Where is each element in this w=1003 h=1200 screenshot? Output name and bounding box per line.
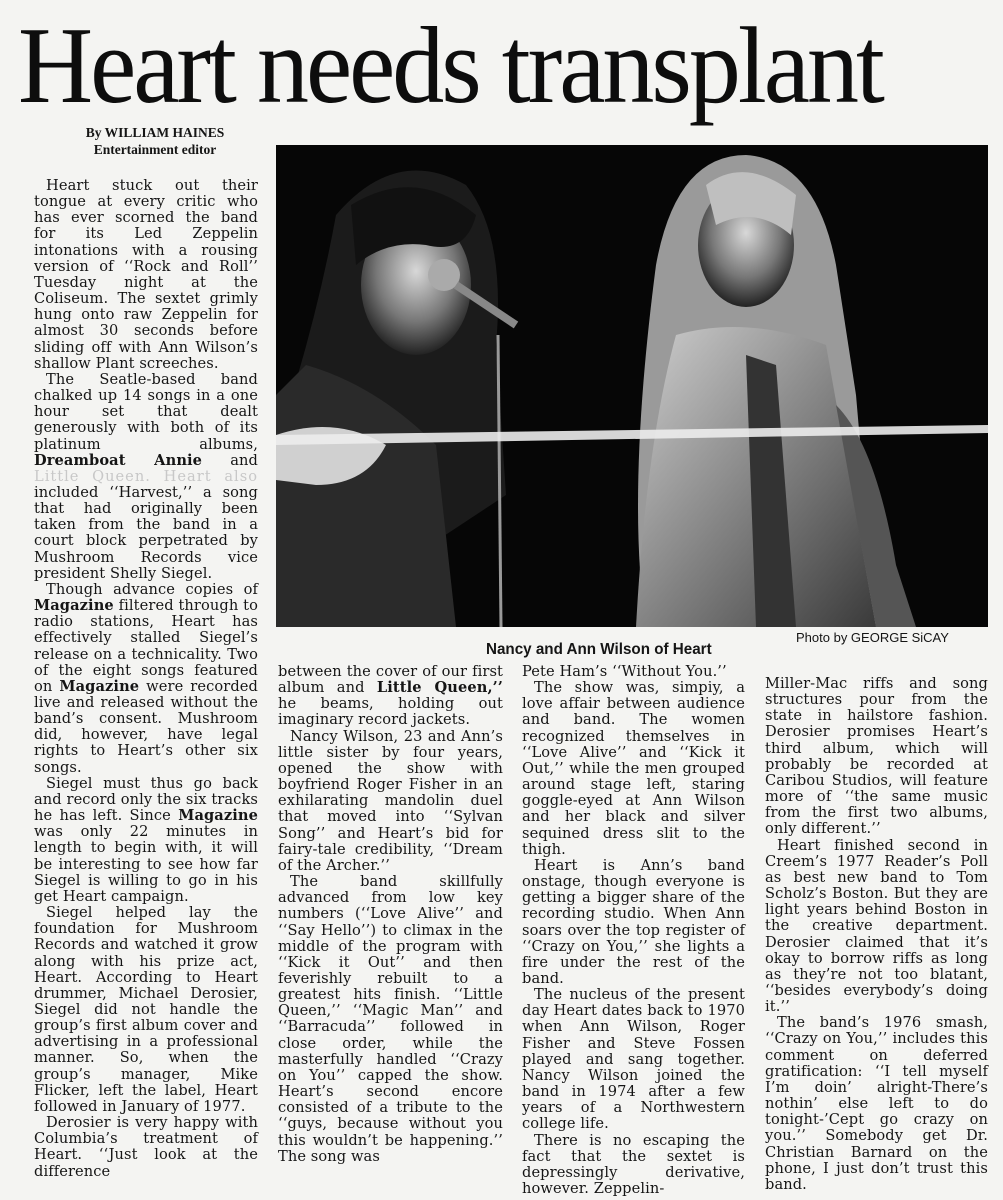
paragraph: Derosier is very happy with Columbia’s treatment of Heart. ‘‘Just look at the difference <box>34 1114 258 1180</box>
article-column-3 <box>522 664 745 1197</box>
album-title: Magazine <box>178 807 258 825</box>
photo-caption: Nancy and Ann Wilson of Heart <box>486 641 712 658</box>
photo-nancy-ann-wilson <box>276 145 988 627</box>
paragraph: The band skillfully advanced from low key numbers (‘‘Love Alive’’ and ‘‘Say Hello’’) to climax in the middle of the program with ‘‘Kick it Out’’ and then feverishly rebuilt to a greatest hits finish. ‘‘Little Queen,’’ ‘‘Magic Man’’ and ‘‘Barracuda’’ followed in close order, while the masterfully handled ‘‘Crazy on You’’ capped the show. Heart’s second encore consisted of a tribute to the ‘‘guys, because without you this wouldn’t be happening.’’ The song was <box>278 873 503 1165</box>
smudged-text: Little Queen. Heart also <box>34 467 258 485</box>
paragraph: There is no escaping the fact that the sextet is depressingly derivative, however. Zeppelin- <box>522 1131 745 1197</box>
byline <box>40 124 270 158</box>
paragraph: The nucleus of the present day Heart dates back to 1970 when Ann Wilson, Roger Fisher and Steve Fossen played and sang together. Nancy Wilson joined the band in 1974 after a few years of a Northwestern college life. <box>522 986 745 1133</box>
paragraph: Siegel must thus go back and record only the six tracks he has left. Since Magazine was only 22 minutes in length to begin with, it will be interesting to see how far Siegel is willing to go in his get Heart campaign. <box>34 774 258 905</box>
article-column-2 <box>278 664 503 1165</box>
paragraph: The show was, simpiy, a love affair between audience and band. The women recognized themselves in ‘‘Love Alive’’ and ‘‘Kick it Out,’’ while the men grouped around stage left, staring goggle-eyed at Ann Wilson and her black and silver sequined dress slit to the thigh. <box>522 679 745 858</box>
byline-author: By WILLIAM HAINES <box>85 125 225 140</box>
paragraph: Heart finished second in Creem’s 1977 Reader’s Poll as best new band to Tom Scholz’s Boston. But they are light years behind Boston in the creative department. Derosier claimed that it’s okay to borrow riffs as long as they’re not too blatant, ‘‘besides everybody’s doing it.’’ <box>765 836 988 1016</box>
paragraph: Nancy Wilson, 23 and Ann’s little sister by four years, opened the show with boyfriend Roger Fisher in an exhilarating mandolin duel that moved into ‘‘Sylvan Song’’ and Heart’s bid for fairy-tale credibility, ‘‘Dream of the Archer.’’ <box>278 727 503 874</box>
paragraph: The Seatle-based band chalked up 14 songs in a one hour set that dealt generously with both of its platinum albums, Dreamboat Annie and Little Queen. Heart also included ‘‘Harvest,’’ a song that had originally been taken from the band in a court block perpetrated by Mushroom Records vice president Shelly Siegel. <box>34 370 258 582</box>
paragraph: Miller-Mac riffs and song structures pour from the state in hailstore fashion. Derosier promises Heart’s third album, which will probably be recorded at Caribou Studios, will feature more of ‘‘the same music from the first two albums, only different.’’ <box>765 675 988 838</box>
album-title: Magazine <box>34 597 114 615</box>
paragraph: Though advance copies of Magazine filtered through to radio stations, Heart has effectively stalled Siegel’s release on a technicality. Two of the eight songs featured on Magazine were recorded live and released without the band’s consent. Mushroom did, however, have legal rights to Heart’s other six songs. <box>34 580 258 776</box>
concert-photo-image <box>276 145 988 627</box>
paragraph: Pete Ham’s ‘‘Without You.’’ <box>522 663 727 680</box>
article-column-4 <box>765 676 988 1193</box>
album-title: Magazine <box>59 677 140 695</box>
album-title: Little Queen,’’ <box>376 679 503 697</box>
paragraph: Siegel helped lay the foundation for Mushroom Records and watched it grow along with his prize act, Heart. According to Heart drummer, Michael Derosier, Siegel did not handle the group’s first album cover and advertising in a professional manner. So, when the group’s manager, Mike Flicker, left the label, Heart followed in January of 1977. <box>34 904 258 1115</box>
paragraph: The band’s 1976 smash, ‘‘Crazy on You,’’ includes this comment on deferred gratification: ‘‘I tell myself I’m doin’ alright-There’s nothin’ else left to do tonight-’Cept go crazy on you.’’ Somebody get Dr. Christian Barnard on the phone, I just don’t trust this band. <box>765 1014 988 1193</box>
photo-credit: Photo by GEORGE SiCAY <box>796 630 949 645</box>
headline: Heart needs transplant <box>18 5 882 126</box>
byline-title: Entertainment editor <box>93 142 217 157</box>
album-title: Dreamboat Annie <box>34 451 203 469</box>
paragraph: Heart is Ann’s band onstage, though everyone is getting a bigger share of the recording studio. When Ann soars over the top register of ‘‘Crazy on You,’’ she lights a fire under the rest of the band. <box>522 856 745 987</box>
paragraph: between the cover of our first album and Little Queen,’’ he beams, holding out imaginary record jackets. <box>278 663 503 729</box>
article-column-1 <box>34 178 258 1180</box>
paragraph: Heart stuck out their tongue at every critic who has ever scorned the band for its Led Zeppelin intonations with a rousing version of ‘‘Rock and Roll’’ Tuesday night at the Coliseum. The sextet grimly hung onto raw Zeppelin for almost 30 seconds before sliding off with Ann Wilson’s shallow Plant screeches. <box>34 177 258 372</box>
